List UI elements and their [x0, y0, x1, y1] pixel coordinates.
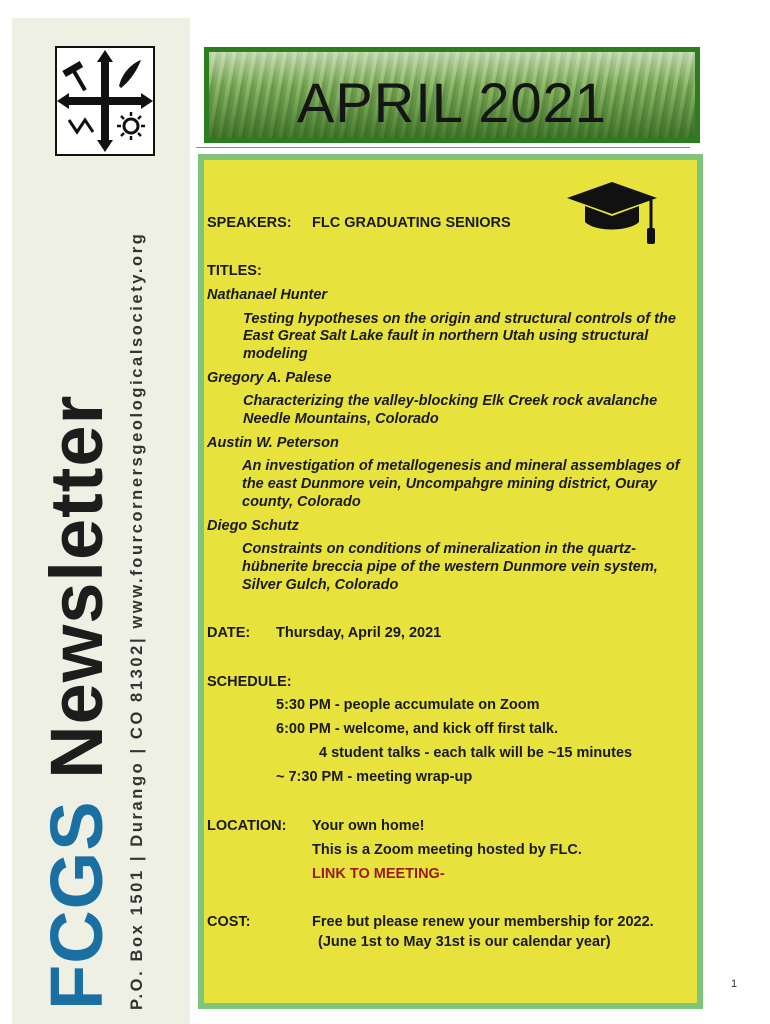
talk-title-line: hübnerite breccia pipe of the western Dunmore vein system,: [242, 559, 658, 575]
presenter-name: Diego Schutz: [207, 518, 299, 534]
presenter-name: Gregory A. Palese: [207, 370, 332, 386]
schedule-item: ~ 7:30 PM - meeting wrap-up: [276, 769, 473, 785]
talk-title-line: Needle Mountains, Colorado: [243, 411, 439, 427]
talk-title-line: Silver Gulch, Colorado: [242, 577, 399, 593]
newsletter-title: [35, 10, 118, 1010]
meeting-link[interactable]: LINK TO MEETING-: [312, 866, 445, 882]
talk-title-line: county, Colorado: [242, 494, 361, 510]
location-line: Your own home!: [312, 818, 425, 834]
page-number: 1: [731, 978, 738, 990]
brand-fcgs: FCGS: [35, 800, 118, 1010]
schedule-item: 4 student talks - each talk will be ~15 minutes: [319, 745, 633, 761]
date-value: Thursday, April 29, 2021: [276, 625, 442, 641]
talk-title-line: modeling: [243, 346, 308, 362]
talk-title-line: An investigation of metallogenesis and mineral assemblages of: [242, 458, 680, 474]
talk-title-line: Constraints on conditions of mineralization in the quartz-: [242, 541, 636, 557]
presenter-name: Nathanael Hunter: [207, 287, 328, 303]
talk-title-line: the east Dunmore vein, Uncompahgre mining district, Ouray: [242, 476, 657, 492]
mailing-address: P.O. Box 1501 | Durango | CO 81302| www.fourcornersgeologicalsociety.org: [128, 231, 146, 1010]
talk-title-line: East Great Salt Lake fault in northern Utah using structural: [243, 328, 649, 344]
talk-title-line: Testing hypotheses on the origin and structural controls of the: [243, 311, 676, 327]
issue-title: APRIL 2021: [297, 71, 607, 134]
location-line: This is a Zoom meeting hosted by FLC.: [312, 842, 582, 858]
sidebar-vertical-text: [35, 10, 147, 1010]
graduation-cap-icon: [565, 178, 660, 248]
date-label: DATE:: [207, 625, 251, 641]
presenter-name: Austin W. Peterson: [207, 435, 339, 451]
location-label: LOCATION:: [207, 818, 287, 834]
cost-label: COST:: [207, 914, 251, 930]
speakers-label: SPEAKERS:: [207, 215, 292, 231]
cost-line: Free but please renew your membership for 2022.: [312, 914, 654, 930]
schedule-label: SCHEDULE:: [207, 674, 292, 690]
talk-title-line: Characterizing the valley-blocking Elk Creek rock avalanche: [243, 393, 658, 409]
cost-line: (June 1st to May 31st is our calendar year): [318, 934, 611, 950]
speakers-value: FLC GRADUATING SENIORS: [312, 215, 511, 231]
schedule-item: 5:30 PM - people accumulate on Zoom: [276, 697, 540, 713]
brand-newsletter: Newsletter: [35, 394, 118, 779]
titles-label: TITLES:: [207, 263, 262, 279]
header-divider: [196, 147, 690, 148]
schedule-item: 6:00 PM - welcome, and kick off first talk.: [276, 721, 559, 737]
header-banner: [204, 47, 700, 143]
